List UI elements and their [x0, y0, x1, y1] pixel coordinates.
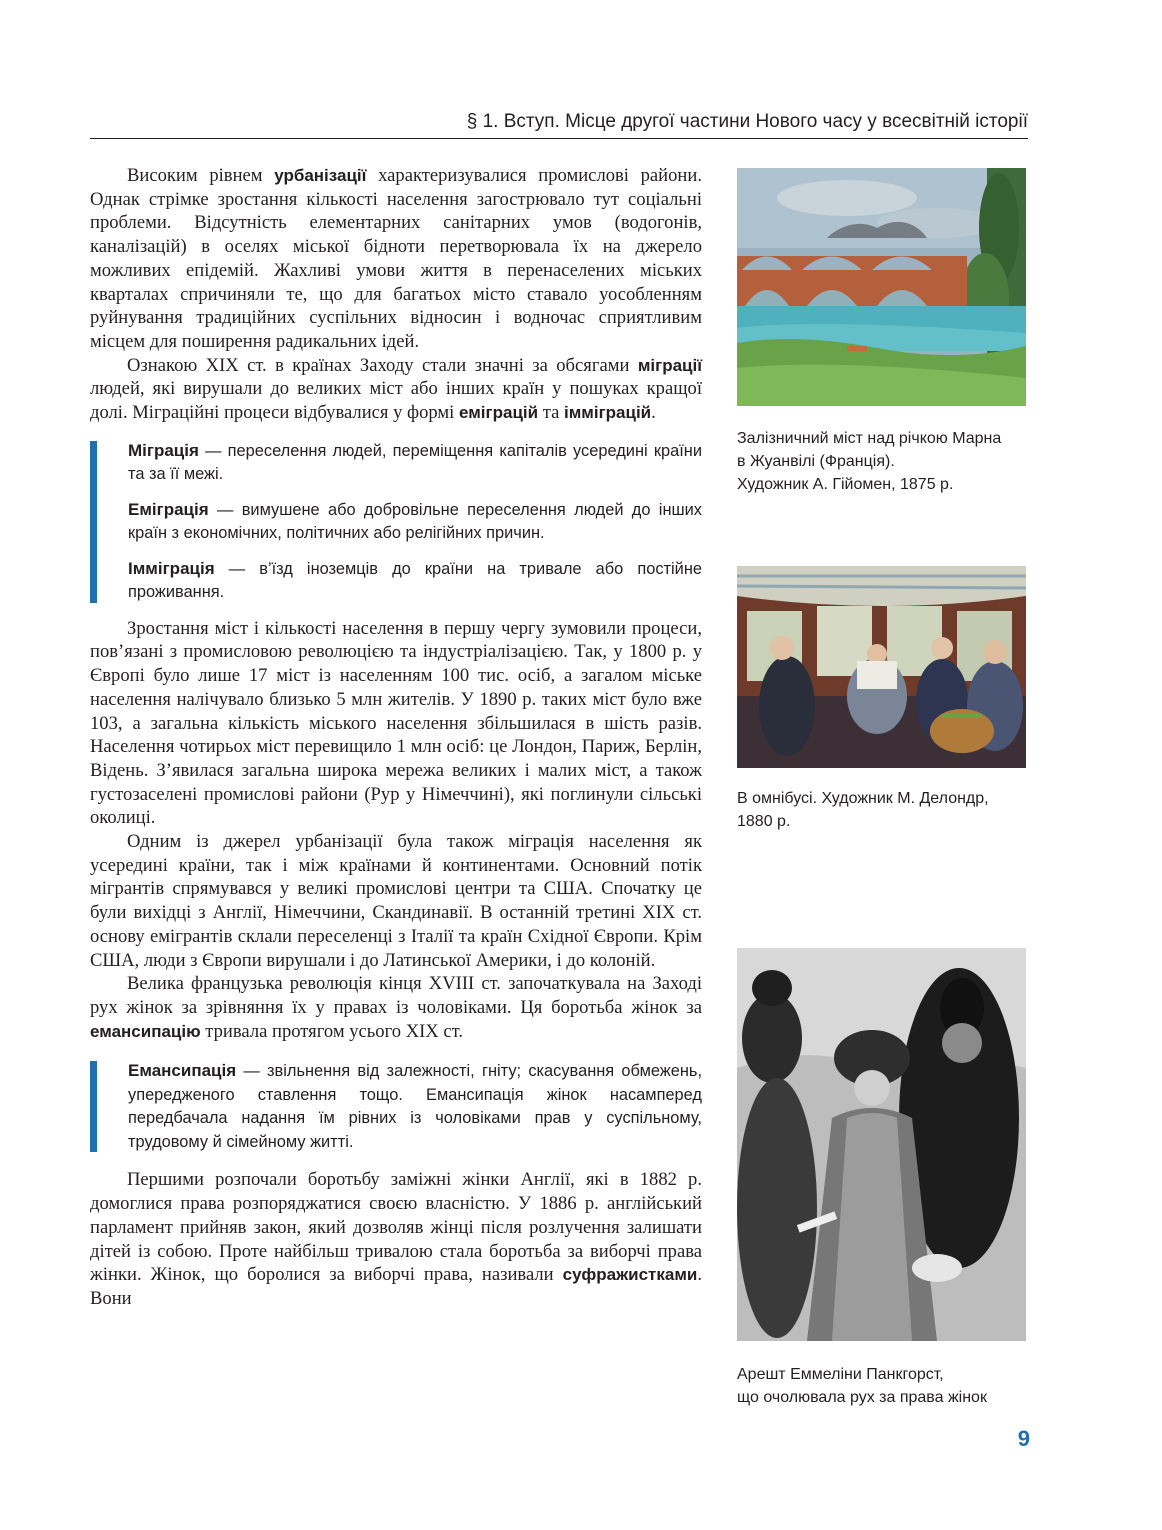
- paragraph-emancipation: Велика французька революція кінця XVIII ст. започаткувала на Заході рух жінок за зрівняння їх у правах із чоловіками. Ця боротьба жінок за емансипацію тривала протягом усього XIX ст.: [90, 973, 702, 1042]
- paragraph-city-growth: Зростання міст і кількості населення в першу чергу зумовили процеси, пов’язані з промисловою революцією та індустріалізацією. Так, у 1800 р. у Європі було лише 17 міст із населенням 100 тис. осіб, а загалом міське населення налічувало близько 5 млн жителів. У 1890 р. таких міст було вже 103, а загальна кількість міського населення збільшилася в шість разів. Населення чотирьох міст перевищило 1 млн осіб: це Лондон, Париж, Берлін, Відень. З’явилася загальна широка мережа великих і малих міст, а також густозаселені промислові райони (Рур у Німеччині), які поглинули сільські околиці.: [90, 617, 702, 829]
- running-header: [90, 108, 1028, 139]
- photo-pankhurst-arrest: [737, 948, 1026, 1341]
- railway-bridge-illustration: [737, 168, 1026, 406]
- term-migration: міграції: [637, 355, 702, 375]
- term-emancipation: емансипацію: [90, 1021, 201, 1041]
- arrest-photo-illustration: [737, 948, 1026, 1341]
- running-title: § 1. Вступ. Місце другої частини Нового часу у всесвітній історії: [466, 111, 1028, 132]
- caption-railway-bridge: Залізничний міст над річкою Марна в Жуанвілі (Франція). Художник А. Гійомен, 1875 р.: [737, 430, 1002, 493]
- page-number: 9: [1017, 1426, 1030, 1451]
- paragraph-urbanization: Високим рівнем урбанізації характеризувалися промислові райони. Однак стрімке зростання кількості населення загострювало тут соціальні проблеми. Відсутність елементарних санітарних умов (водогонів, каналізацій) в оселях міської бідноти перетворювала їх на джерело можливих епідемій. Жахливі умови життя в перенаселених міських кварталах спричиняли те, що для багатьох місто ставало уособленням руйнування традиційних суспільних відносин і водночас сприятливим місцем для поширення радикальних ідей.: [90, 165, 702, 352]
- definition-accent-bar: [90, 1061, 97, 1152]
- definition-emancipation: Емансипація — звільнення від залежності, гніту; скасування обмежень, упередженого ставлення тощо. Емансипація жінок насамперед передбачала надання їм рівних із чоловіками прав у суспільному, трудовому й сімейному житті.: [128, 1061, 702, 1151]
- definition-accent-bar: [90, 441, 97, 603]
- painting-railway-bridge: [737, 168, 1026, 406]
- term-emigration: еміграцій: [459, 403, 539, 423]
- caption-omnibus: В омнібусі. Художник М. Делондр, 1880 р.: [737, 790, 989, 830]
- painting-omnibus: [737, 566, 1026, 768]
- caption-pankhurst-arrest: Арешт Еммеліни Панкгорст, що очолювала рух за права жінок: [737, 1366, 987, 1406]
- definition-migration: Міграція — переселення людей, переміщення капіталів усередині країни та за її межі.: [128, 440, 702, 484]
- definition-immigration: Імміграція — в’їзд іноземців до країни на тривале або постійне проживання.: [128, 558, 702, 602]
- definitions-box-migration: [90, 439, 702, 605]
- paragraph-migration-sources: Одним із джерел урбанізації була також міграція населення як усередині країни, так і між країнами й континентами. Основний потік мігрантів спрямувався у великі промислові центри та США. Спочатку це були вихідці з Англії, Німеччини, Скандинавії. В останній третині XIX ст. основу емігрантів склали переселенці з Італії та країн Східної Європи. Крім США, люди з Європи вирушали і до Латинської Америки, і до колоній.: [90, 831, 702, 971]
- term-suffragettes: суфражистками: [562, 1265, 698, 1285]
- paragraph-suffragettes: Першими розпочали боротьбу заміжні жінки Англії, які в 1882 р. домоглися права розпоряджатися своєю власністю. У 1886 р. англійський парламент прийняв закон, який дозволяв жінці після розлучення залишати дітей із собою. Проте найбільш тривалою стала боротьба за виборчі права жінки. Жінок, що боролися за виборчі права, називали суфражистками. Вони: [90, 1169, 702, 1309]
- term-urbanization: урбанізації: [274, 166, 367, 185]
- term-immigration: імміграцій: [563, 403, 652, 423]
- main-text-column: [90, 164, 702, 1311]
- definitions-box-emancipation: [90, 1059, 702, 1154]
- definition-emigration: Еміграція — вимушене або добровільне переселення людей до інших країн з економічних, політичних або релігійних причин.: [128, 499, 702, 543]
- omnibus-illustration: [737, 566, 1026, 768]
- paragraph-migrations: Ознакою XIX ст. в країнах Заходу стали значні за обсягами міграції людей, які вирушали до великих міст або інших країн у пошуках кращої долі. Міграційні процеси відбувалися у формі еміграцій та імміграцій.: [90, 354, 702, 424]
